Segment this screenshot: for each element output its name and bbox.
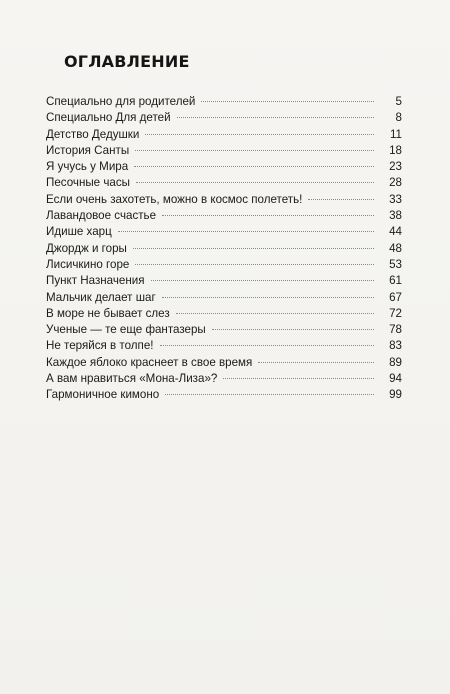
toc-item-label: В море не бывает слез — [46, 306, 170, 320]
dot-leader — [135, 150, 374, 151]
toc-item-label: Лисичкино горе — [46, 257, 130, 271]
toc-item — [46, 371, 402, 387]
toc-page-number: 44 — [389, 225, 402, 239]
toc-item-label: Мальчик делает шаг — [46, 290, 156, 304]
toc-page-number: 72 — [389, 306, 402, 320]
dot-leader — [160, 345, 374, 346]
toc-item — [46, 338, 402, 354]
toc-item — [46, 306, 402, 322]
toc-page-number: 83 — [389, 339, 402, 353]
toc-page-number: 99 — [389, 388, 402, 402]
toc-item — [46, 110, 402, 126]
toc-item — [46, 159, 402, 175]
toc-page-number: 53 — [389, 257, 402, 271]
dot-leader — [133, 248, 374, 249]
toc-item — [46, 257, 402, 273]
dot-leader — [212, 329, 374, 330]
toc-item — [46, 143, 402, 159]
dot-leader — [176, 313, 374, 314]
dot-leader — [145, 134, 374, 135]
toc-item-label: Ученые — те еще фантазеры — [46, 323, 206, 337]
page-title: ОГЛАВЛЕНИЕ — [64, 52, 190, 71]
toc-item — [46, 175, 402, 191]
toc-page-number: 89 — [389, 355, 402, 369]
toc-item-label: История Санты — [46, 143, 130, 157]
toc-item — [46, 224, 402, 240]
dot-leader — [177, 117, 374, 118]
dot-leader — [118, 231, 374, 232]
toc-page-number: 8 — [395, 111, 402, 125]
toc-page-number: 48 — [389, 241, 402, 255]
toc-page-number: 94 — [389, 372, 402, 386]
toc-item — [46, 127, 402, 143]
toc-item-label: Гармоничное кимоно — [46, 388, 160, 402]
dot-leader — [223, 378, 374, 379]
toc-item-label: А вам нравиться «Мона-Лиза»? — [46, 372, 218, 386]
toc-page-number: 67 — [389, 290, 402, 304]
dot-leader — [134, 166, 374, 167]
toc-item-label: Детство Дедушки — [46, 127, 140, 141]
dot-leader — [136, 182, 374, 183]
toc-item — [46, 94, 402, 110]
dot-leader — [162, 297, 374, 298]
toc-item — [46, 290, 402, 306]
toc-page-number: 18 — [389, 143, 402, 157]
toc-item — [46, 273, 402, 289]
toc-page-number: 5 — [395, 95, 402, 108]
table-of-contents — [46, 94, 402, 404]
toc-page-number: 78 — [389, 323, 402, 337]
toc-item — [46, 208, 402, 224]
toc-item-label: Песочные часы — [46, 176, 130, 190]
dot-leader — [135, 264, 374, 265]
toc-item-label: Специально для родителей — [46, 95, 196, 108]
toc-page-number: 38 — [389, 209, 402, 223]
dot-leader — [162, 215, 374, 216]
toc-item — [46, 355, 402, 371]
dot-leader — [201, 101, 374, 102]
toc-item-label: Я учусь у Мира — [46, 160, 129, 174]
toc-page-number: 23 — [389, 160, 402, 174]
toc-page-number: 33 — [389, 192, 402, 206]
toc-item-label: Идише харц — [46, 225, 112, 239]
dot-leader — [151, 280, 374, 281]
toc-item-label: Каждое яблоко краснеет в свое время — [46, 355, 253, 369]
toc-item-label: Если очень захотеть, можно в космос полететь! — [46, 192, 303, 206]
toc-item — [46, 322, 402, 338]
toc-item-label: Джордж и горы — [46, 241, 127, 255]
toc-item-label: Специально Для детей — [46, 111, 171, 125]
toc-page-number: 61 — [389, 274, 402, 288]
toc-item — [46, 241, 402, 257]
toc-item — [46, 387, 402, 403]
toc-page-number: 28 — [389, 176, 402, 190]
toc-item-label: Пункт Назначения — [46, 274, 145, 288]
toc-item-label: Лавандовое счастье — [46, 209, 157, 223]
dot-leader — [165, 394, 374, 395]
dot-leader — [258, 362, 374, 363]
dot-leader — [308, 199, 374, 200]
toc-item — [46, 192, 402, 208]
toc-item-label: Не теряйся в толпе! — [46, 339, 154, 353]
toc-page-number: 11 — [389, 127, 402, 141]
